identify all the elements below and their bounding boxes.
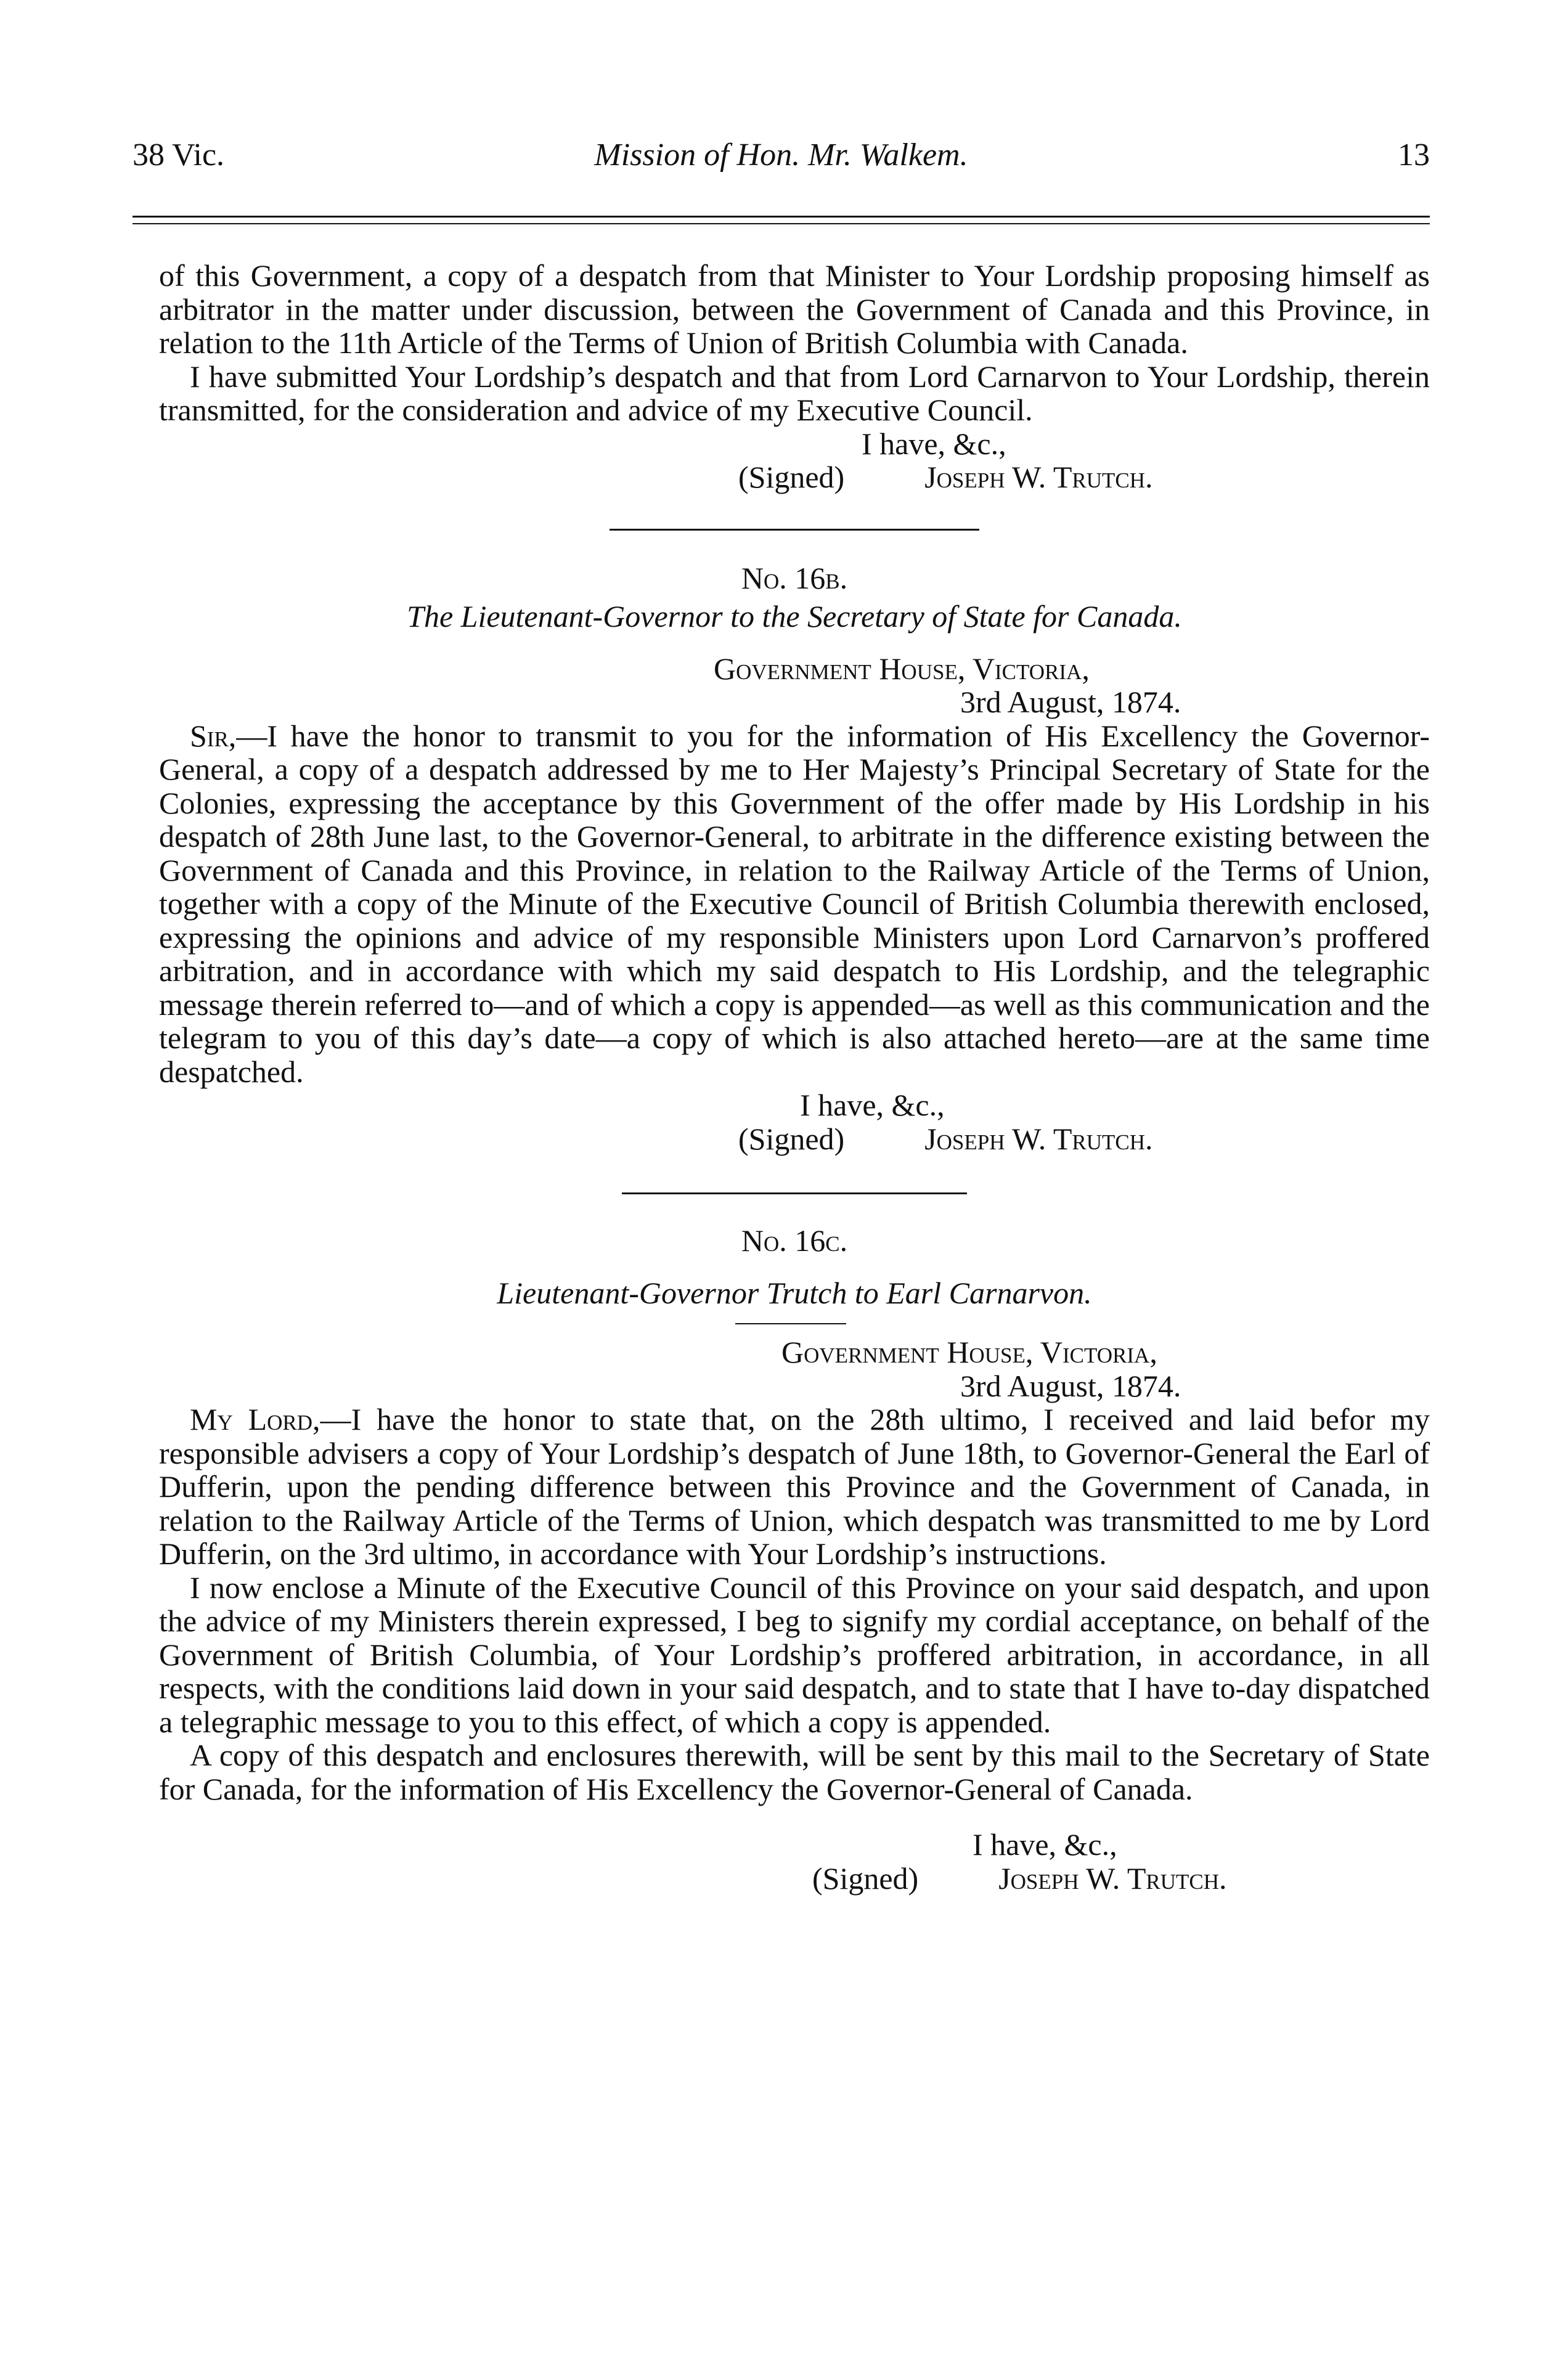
section-title-16c: Lieutenant-Governor Trutch to Earl Carnarvon.	[497, 1275, 1092, 1310]
section-divider-a	[610, 529, 979, 531]
salutation-16c: My Lord,	[190, 1402, 320, 1437]
section-title-16b: The Lieutenant-Governor to the Secretary of State for Canada.	[407, 599, 1182, 634]
section-number-16c: No. 16c.	[741, 1223, 848, 1258]
signed-label-a: (Signed)	[738, 460, 845, 494]
signature-b	[159, 1122, 1430, 1156]
page-number: 13	[1398, 137, 1430, 173]
short-divider-16c	[735, 1323, 846, 1324]
letter-body-16b	[159, 719, 1430, 1089]
closing-b: I have, &c.,	[800, 1088, 945, 1122]
salutation-16b: Sir,	[190, 718, 237, 753]
signed-label-b: (Signed)	[738, 1121, 845, 1156]
letter-body-16c-2: I now enclose a Minute of the Executive Council of this Province on your said despatch, and upon the advice of my Ministers therein expressed, I beg to signify my cordial acceptance, on behalf of the Government of British Columbia, of Your Lordship’s proffered arbitration, in accordance, in all respects, with the conditions laid down in your said despatch, and to state that I have to-day dispatched a telegraphic message to you to this effect, of which a copy is appended.	[159, 1570, 1430, 1739]
header-session: 38 Vic.	[133, 137, 225, 173]
address-16b: Government House, Victoria,	[714, 651, 1090, 686]
section-divider-b	[622, 1192, 967, 1194]
letter-body-16c-3: A copy of this despatch and enclosures therewith, will be sent by this mail to the Secretary of State for Canada, for the information of His Excellency the Governor-General of Canada.	[159, 1738, 1430, 1806]
signed-name-a: Joseph W. Trutch.	[924, 460, 1153, 494]
header-double-rule	[133, 216, 1430, 224]
signed-name-c: Joseph W. Trutch.	[998, 1860, 1227, 1896]
page-body	[159, 259, 1430, 1895]
paragraph-submitted: I have submitted Your Lordship’s despatch and that from Lord Carnarvon to Your Lordship, therein transmitted, for the consideration and advice of my Executive Council.	[159, 359, 1430, 427]
date-16b: 3rd August, 1874.	[960, 685, 1181, 719]
date-16c: 3rd August, 1874.	[960, 1368, 1181, 1403]
letter-text-16b: —I have the honor to transmit to you for the information of His Excellency the Governor-General, a copy of a despatch addressed by me to Her Majesty’s Principal Secretary of State for the Colonies, expressing the acceptance by this Government of the offer made by His Lordship in his despatch of 28th June last, to the Governor-General, to arbitrate in the difference existing between the Government of Canada and this Province, in relation to the Railway Article of the Terms of Union, together with a copy of the Minute of the Executive Council of British Columbia therewith enclosed, expressing the opinions and advice of my responsible Ministers upon Lord Carnarvon’s proffered arbitration, and in accordance with which my said despatch to His Lordship, and the telegraphic message therein referred to—and of which a copy is appended—as well as this communication and the telegram to you of this day’s date—a copy of which is also attached hereto—are at the same time despatched.	[159, 718, 1430, 1089]
signature-a	[159, 460, 1430, 494]
signed-name-b: Joseph W. Trutch.	[924, 1121, 1153, 1156]
header-title: Mission of Hon. Mr. Walkem.	[594, 137, 968, 173]
signed-label-c: (Signed)	[812, 1860, 919, 1896]
closing-c: I have, &c.,	[973, 1827, 1117, 1862]
paragraph-continuation: of this Government, a copy of a despatch from that Minister to Your Lordship proposing himself as arbitrator in the matter under discussion, between the Government of Canada and this Province, in relation to the 11th Article of the Terms of Union of British Columbia with Canada.	[159, 258, 1430, 360]
letter-body-16c-1	[159, 1403, 1430, 1571]
signature-c	[159, 1862, 1430, 1896]
closing-a: I have, &c.,	[862, 426, 1006, 461]
letter-text-16c-1: —I have the honor to state that, on the 28th ultimo, I received and laid befor my responsible advisers a copy of Your Lordship’s despatch of June 18th, to Governor-General the Earl of Dufferin, upon the pending difference between this Province and the Government of Canada, in relation to the Railway Article of the Terms of Union, which despatch was transmitted to me by Lord Dufferin, on the 3rd ultimo, in accordance with Your Lordship’s instructions.	[159, 1402, 1430, 1571]
address-16c: Government House, Victoria,	[781, 1335, 1157, 1369]
section-number-16b: No. 16b.	[741, 560, 848, 595]
running-header	[133, 137, 1430, 186]
